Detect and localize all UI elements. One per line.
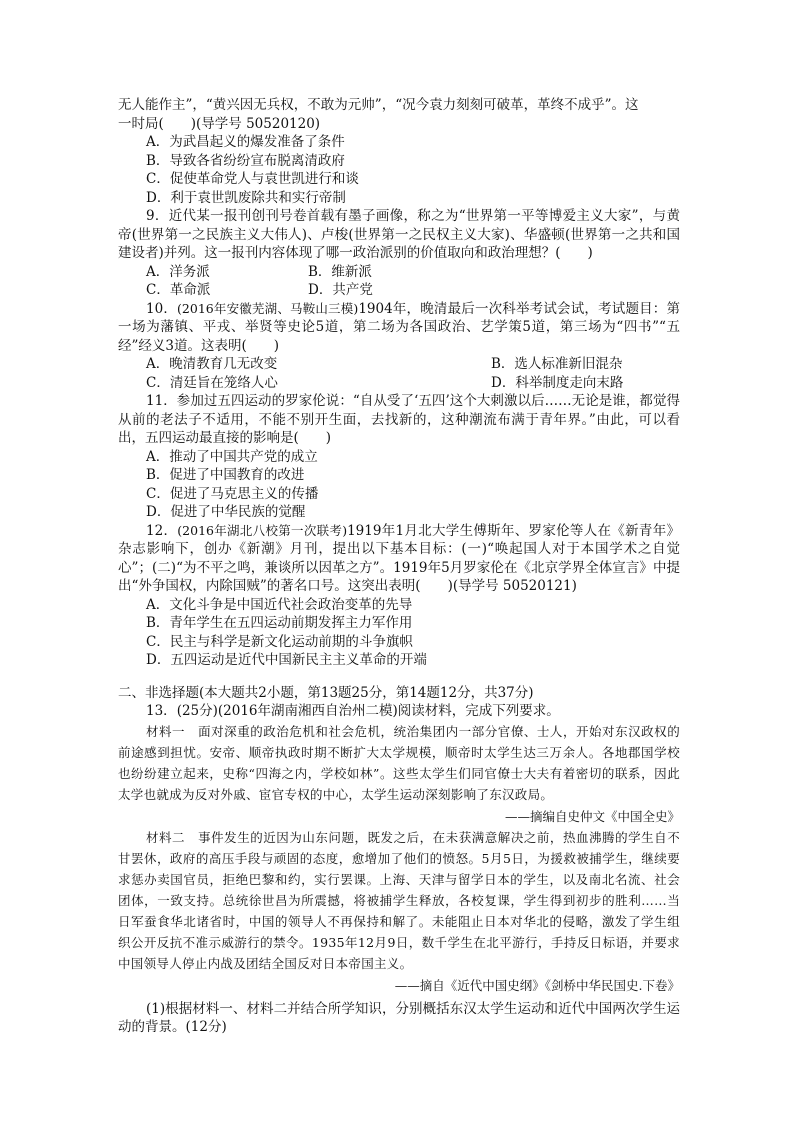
- q9-stem: 9．近代某一报刊创刊号卷首载有墨子画像，称之为“世界第一平等博爱主义大家”，与黄帝(世界第一之民族主义大伟人)、卢梭(世界第一之民权主义大家)、华盛顿(世界第一之共和国建设者)并列。这一报刊内容体现了哪一政治派别的价值取向和政治理想？( ): [118, 208, 680, 261]
- q12-text: 1919年1月北大学生傅斯年、罗家伦等人在《新青年》杂志影响下，创办《新潮》月刊，提出以下基本目标：(一)“唤起国人对于本国学术之自觉心”；(二)“为不平之鸣，兼谈所以因革之方”。1919年5月罗家伦在《北京学界全体宣言》中提出“外争国权，内除国贼”的著名口号。这突出表明( )(导学号 50520121): [118, 522, 680, 594]
- q8-option-c: C．促使革命党人与袁世凯进行和谈: [146, 171, 359, 187]
- q10-number: 10．: [146, 300, 178, 317]
- q8-option-d: D．利于袁世凯废除共和实行帝制: [146, 189, 346, 206]
- q10-stem: [118, 300, 680, 356]
- q12-option-d: D．五四运动是近代中国新民主主义革命的开端: [146, 652, 427, 668]
- q8-stem-line1: 无人能作主”，“黄兴因无兵权，不敢为元帅”，“况今袁力刻刻可破革，革终不成乎”。这: [118, 97, 639, 113]
- q12-option-a: A．文化斗争是中国近代社会政治变革的先导: [146, 596, 413, 613]
- q12-option-b: B．青年学生在五四运动前期发挥主力军作用: [146, 615, 413, 631]
- page-content: [118, 96, 680, 1037]
- q10-text: 1904年，晚清最后一次科举考试会试，考试题目：第一场为藩镇、平戎、举贤等史论5道，第二场为各国政治、艺学策5道，第三场为“四书”“五经”经义3道。这表明( ): [118, 300, 680, 354]
- q13-citation-2: ——摘自《近代中国史纲》《剑桥中华民国史.下卷》: [394, 977, 680, 993]
- q13-material-1: 材料一 面对深重的政治危机和社会危机，统治集团内一部分官僚、士人，开始对东汉政权的前途感到担忧。安帝、顺帝执政时期不断扩大太学规模，顺帝时太学生达三万余人。各地郡国学校也纷纷建立起来，史称“四海之内，学校如林”。这些太学生们同官僚士大夫有着密切的联系，因此太学也就成为反对外戚、宦官专权的中心，太学生运动深刻影响了东汉政局。: [118, 723, 680, 802]
- q11-option-a: A．推动了中国共产党的成立: [146, 448, 318, 465]
- q10-options-row1: [118, 355, 680, 374]
- q8-stem-line2: 一时局( )(导学号 50520120): [118, 115, 321, 132]
- q13-number: 13．: [146, 703, 177, 719]
- q9-option-d: D．共产党: [308, 282, 373, 298]
- q9-option-a: A．洋务派: [146, 263, 210, 280]
- q9-options-row2: [118, 281, 680, 300]
- q8-option-a: A．为武昌起义的爆发准备了条件: [146, 134, 345, 150]
- q12-option-c: C．民主与科学是新文化运动前期的斗争旗帜: [146, 633, 413, 650]
- q9-options-row1: [118, 263, 680, 282]
- q13-stem: [118, 702, 680, 721]
- q11-option-c: C．促进了马克思主义的传播: [146, 485, 319, 502]
- q10-option-a: A．晚清教育几无改变: [146, 356, 278, 372]
- q13-sub-question-1: (1)根据材料一、材料二并结合所学知识，分别概括东汉太学生运动和近代中国两次学生运动的背景。(12分): [118, 1000, 680, 1035]
- q12-source: (2016年湖北八校第一次联考): [177, 522, 348, 538]
- q12-number: 12．: [146, 522, 178, 539]
- q13-intro: (25分)(2016年湖南湘西自治州二模)阅读材料，完成下列要求。: [176, 703, 560, 719]
- q8-option-b: B．导致各省纷纷宣布脱离清政府: [146, 152, 345, 169]
- q11-option-d: D．促进了中华民族的觉醒: [146, 504, 306, 520]
- q9-option-b: B．维新派: [308, 263, 372, 280]
- q10-option-b: B．选人标准新旧混杂: [491, 356, 623, 372]
- section-2-heading: 二、非选择题(本大题共2小题，第13题25分，第14题12分，共37分): [118, 684, 534, 701]
- q10-source: (2016年安徽芜湖、马鞍山三模): [177, 300, 359, 316]
- q13-citation-1: ——摘编自史仲文《中国全史》: [504, 808, 680, 824]
- q10-option-d: D．科举制度走向末路: [491, 374, 624, 391]
- q9-option-c: C．革命派: [146, 282, 211, 298]
- q10-options-row2: [118, 374, 680, 393]
- q12-stem: [118, 522, 680, 596]
- q10-option-c: C．清廷旨在笼络人心: [146, 374, 278, 391]
- q11-stem: 11．参加过五四运动的罗家伦说：“自从受了‘五四’这个大刺激以后……无论是谁，都觉得从前的老法子不适用，不能不别开生面，去找新的，这种潮流布满于青年界。”由此，可以看出，五四运动最直接的影响是( ): [118, 393, 680, 446]
- q13-material-2: 材料二 事件发生的近因为山东问题，既发之后，在未获满意解决之前，热血沸腾的学生自不甘罢休，政府的高压手段与顽固的态度，愈增加了他们的愤怒。5月5日，为援救被捕学生，继续要求惩办卖国官员，拒绝巴黎和约，实行罢课。上海、天津与留学日本的学生，以及南北名流、社会团体，一致支持。总统徐世昌为所震撼，将被捕学生释放，各校复课，学生得到初步的胜利……当日军蚕食华北诸省时，中国的领导人不再保持和解了。未能阻止日本对华北的侵略，激发了学生组织公开反抗不准示威游行的禁令。1935年12月9日，数千学生在北平游行，手持反日标语，并要求中国领导人停止内战及团结全国反对日本帝国主义。: [118, 829, 680, 971]
- q11-option-b: B．促进了中国教育的改进: [146, 467, 305, 483]
